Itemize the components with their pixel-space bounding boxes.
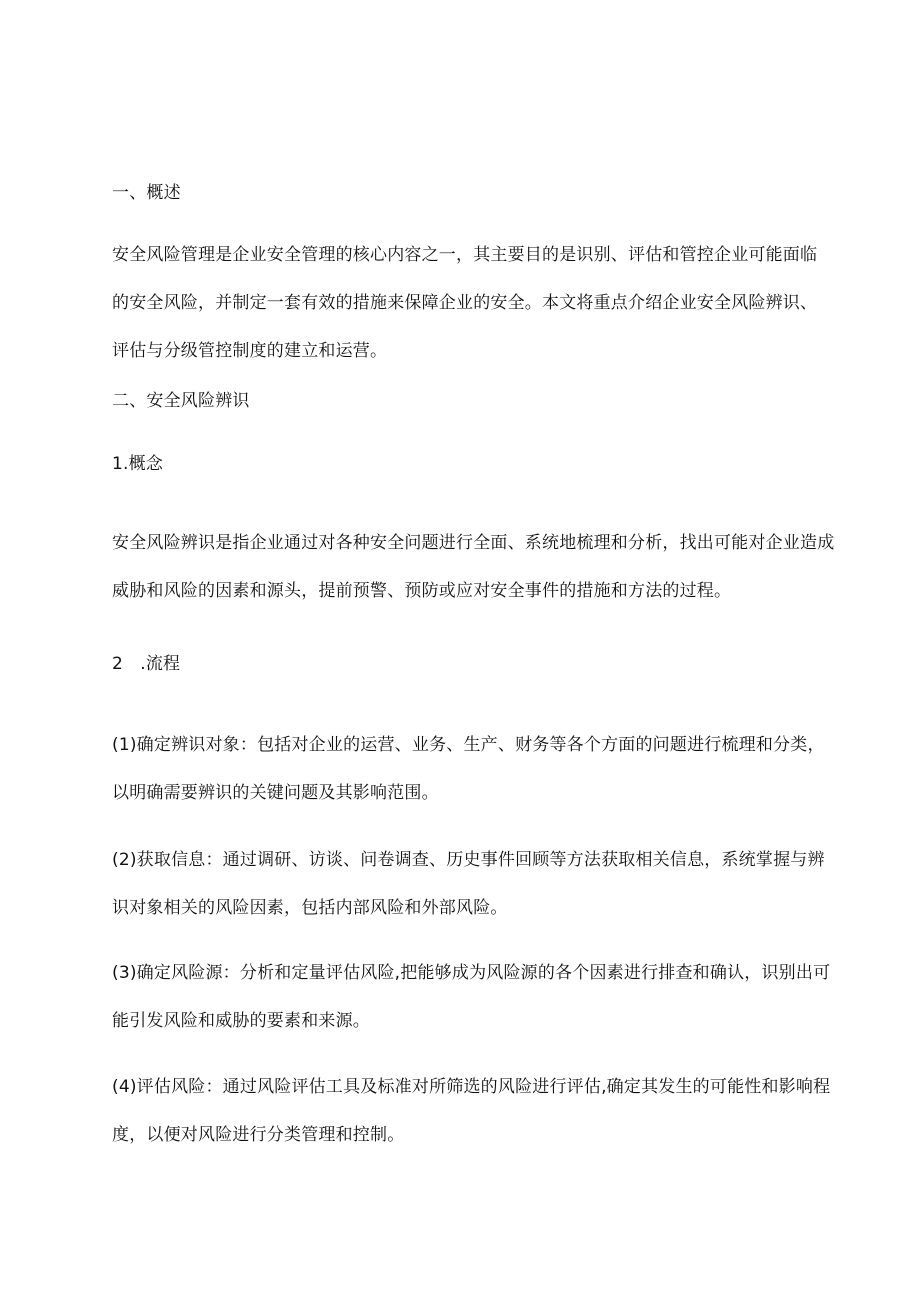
list-item-line: (2)获取信息：通过调研、访谈、问卷调查、历史事件回顾等方法获取相关信息，系统掌握与辨 [112, 850, 825, 870]
section-heading-overview: 一、概述 [112, 183, 181, 203]
paragraph-line: 威胁和风险的因素和源头，提前预警、预防或应对安全事件的措施和方法的过程。 [112, 581, 732, 601]
list-item-line: (1)确定辨识对象：包括对企业的运营、业务、生产、财务等各个方面的问题进行梳理和分类， [112, 735, 825, 755]
list-item-line: (3)确定风险源：分析和定量评估风险,把能够成为风险源的各个因素进行排查和确认，识别出可 [112, 963, 831, 983]
paragraph-line: 安全风险管理是企业安全管理的核心内容之一，其主要目的是识别、评估和管控企业可能面临 [112, 245, 818, 265]
subheading-process: 2 .流程 [112, 654, 181, 674]
list-item-line: 能引发风险和威胁的要素和来源。 [112, 1011, 370, 1031]
list-item-line: 识对象相关的风险因素，包括内部风险和外部风险。 [112, 898, 508, 918]
list-item-line: 度，以便对风险进行分类管理和控制。 [112, 1125, 405, 1145]
list-item-line: 以明确需要辨识的关键问题及其影响范围。 [112, 783, 439, 803]
paragraph-line: 评估与分级管控制度的建立和运营。 [112, 341, 388, 361]
paragraph-line: 的安全风险，并制定一套有效的措施来保障企业的安全。本文将重点介绍企业安全风险辨识、 [112, 293, 818, 313]
list-item-line: (4)评估风险：通过风险评估工具及标准对所筛选的风险进行评估,确定其发生的可能性和影响程 [112, 1077, 831, 1097]
section-heading-risk-identification: 二、安全风险辨识 [112, 391, 250, 411]
paragraph-line: 安全风险辨识是指企业通过对各种安全问题进行全面、系统地梳理和分析，找出可能对企业造成 [112, 533, 835, 553]
subheading-concept: 1.概念 [112, 454, 164, 474]
